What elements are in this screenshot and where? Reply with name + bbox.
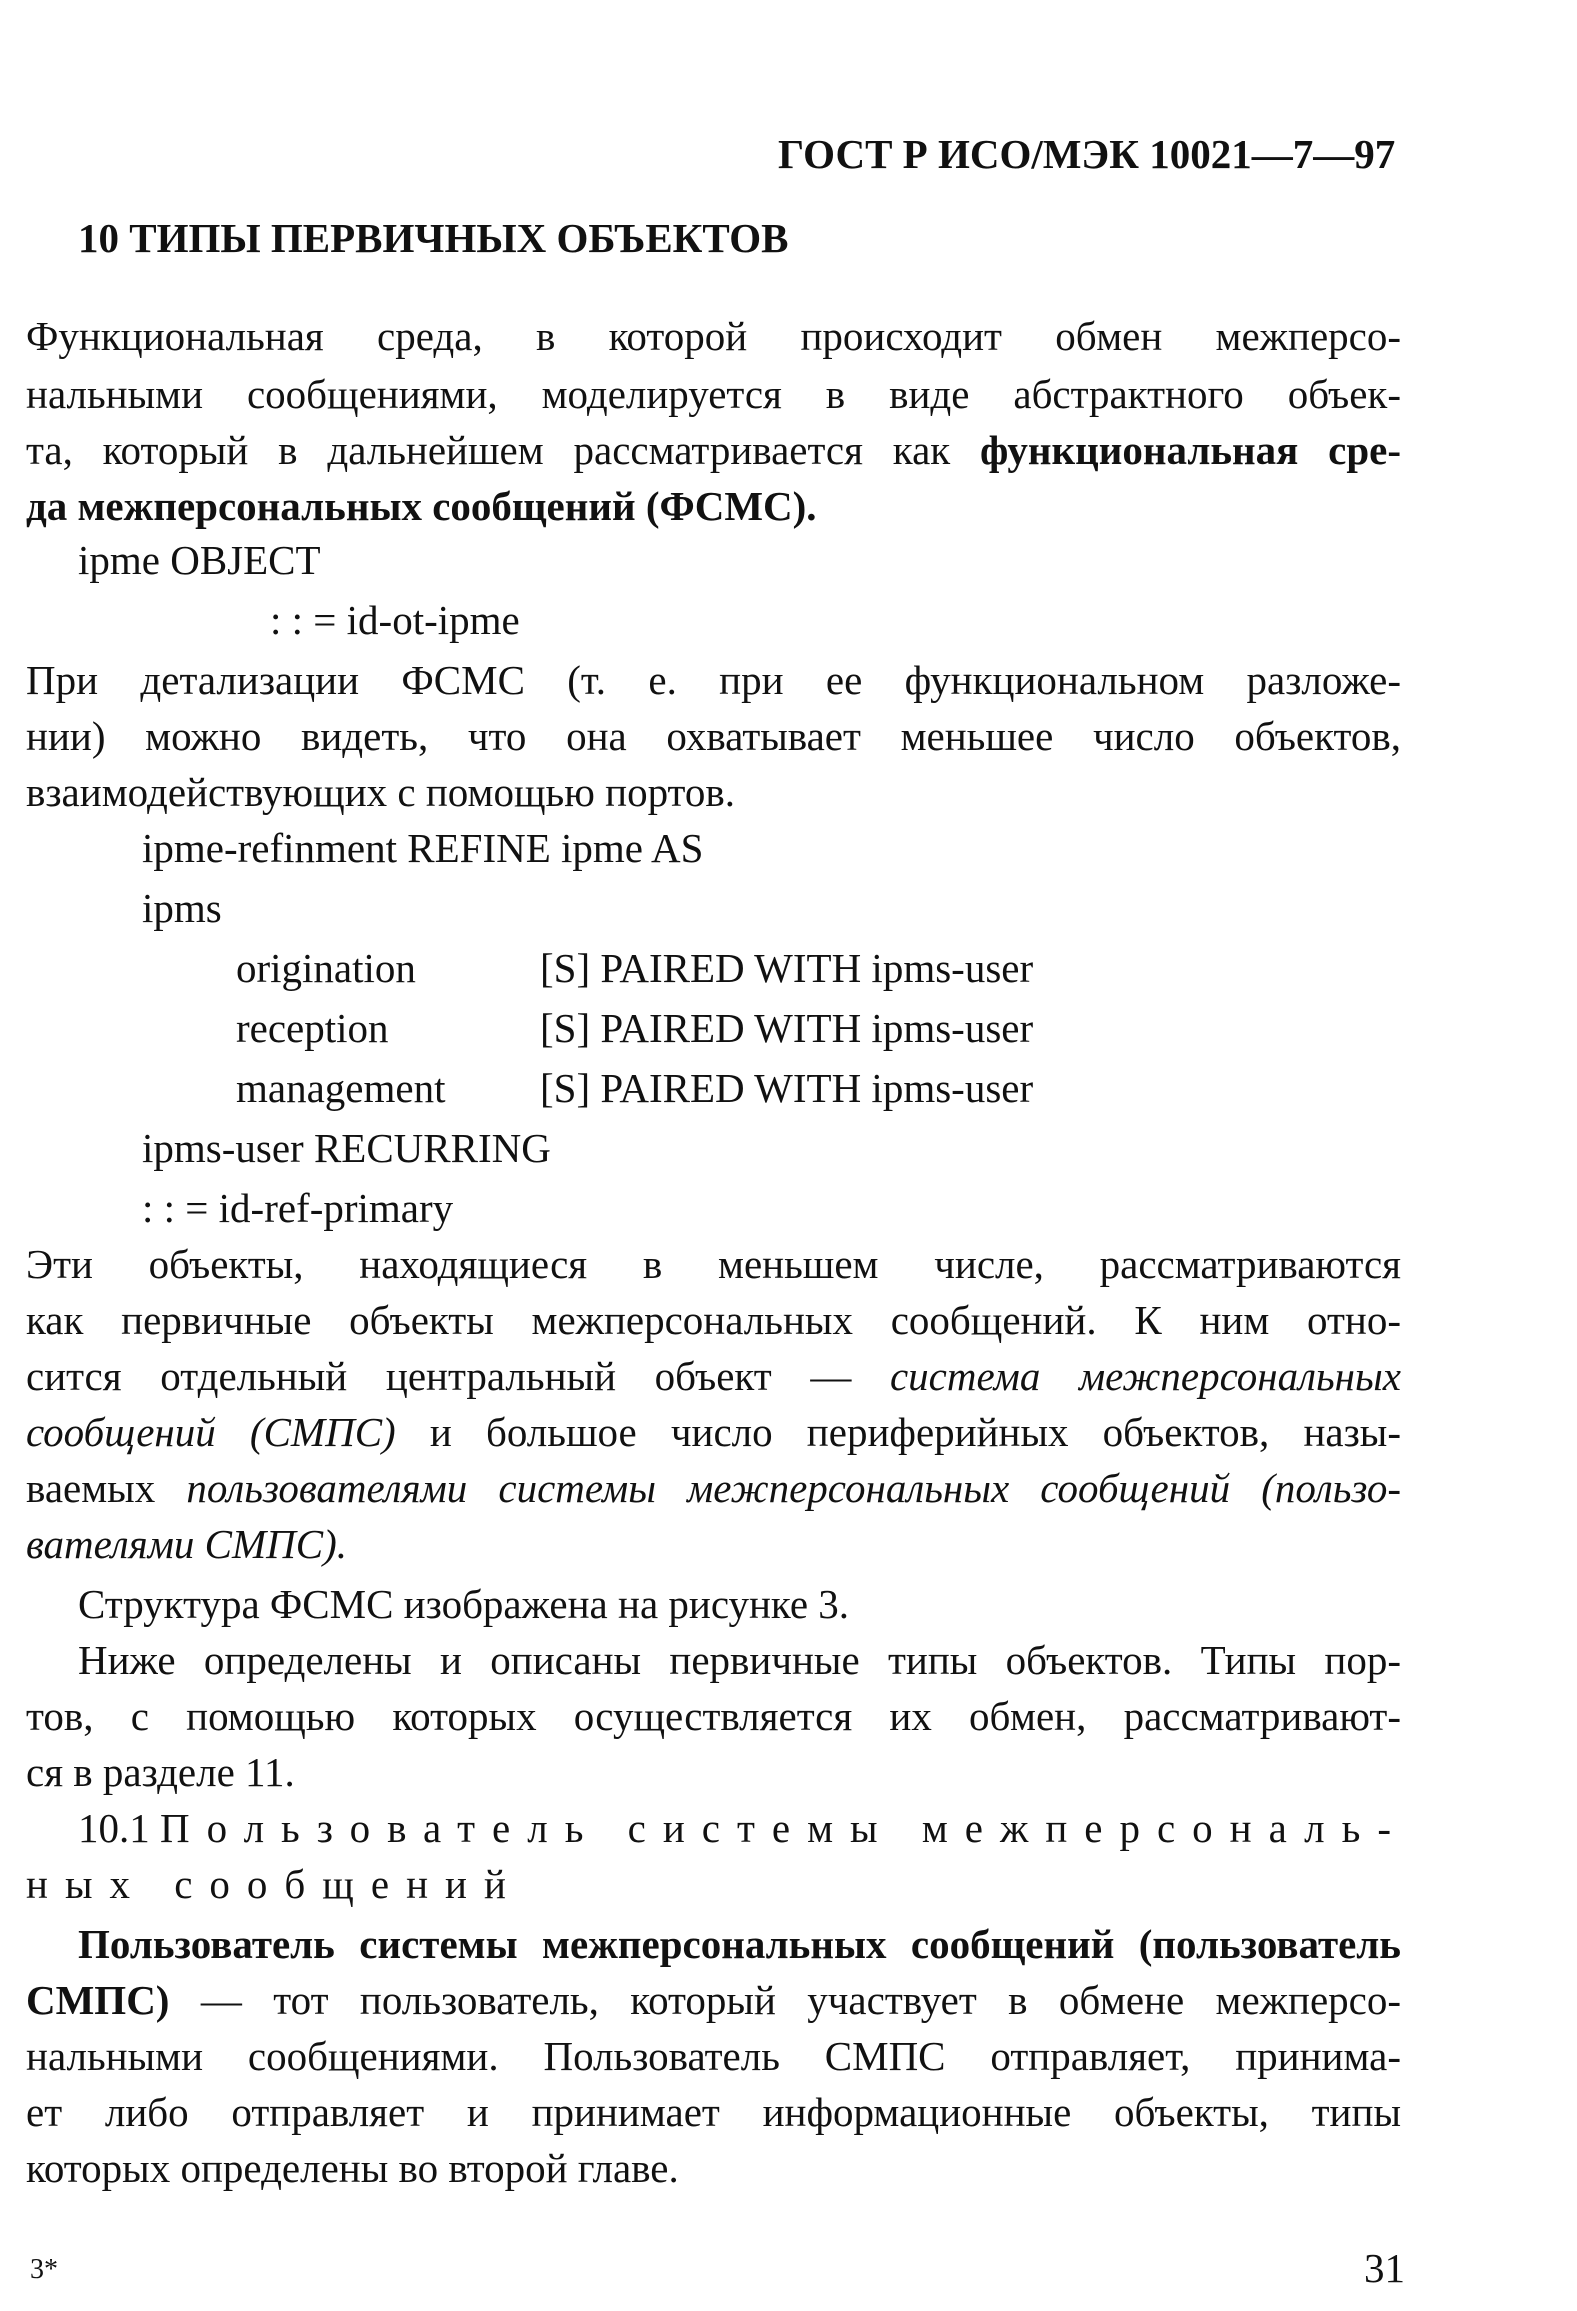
- code-line: ipms-user RECURRING: [142, 1125, 551, 1171]
- paragraph-line: [26, 1977, 1401, 2023]
- code-line: : : = id-ot-ipme: [270, 597, 520, 643]
- paragraph-line: ет либо отправляет и принимает информационные объекты, типы: [26, 2089, 1401, 2135]
- paragraph-line: [26, 1353, 1401, 1399]
- term-italic: сообщений (СМПС): [26, 1409, 396, 1455]
- text-span: та, который в дальнейшем рассматривается как: [26, 427, 981, 473]
- paragraph-line: которых определены во второй главе.: [26, 2145, 679, 2191]
- paragraph-line: нии) можно видеть, что она охватывает меньшее число объектов,: [26, 713, 1401, 759]
- paragraph-line: [26, 1465, 1401, 1511]
- term-italic: система межперсональных: [889, 1353, 1401, 1399]
- sheet-mark: 3*: [30, 2254, 58, 2285]
- section-title: 10 ТИПЫ ПЕРВИЧНЫХ ОБЪЕКТОВ: [78, 215, 789, 261]
- port-name: origination: [236, 945, 416, 991]
- port-name: management: [236, 1065, 446, 1111]
- term-italic: пользователями системы межперсональных сообщений (пользо-: [186, 1465, 1401, 1511]
- text-span: ваемых: [26, 1465, 187, 1511]
- subsection-title-continued: ных сообщений: [26, 1861, 523, 1907]
- term-bold: функциональная сре-: [980, 427, 1401, 473]
- paragraph-line: Эти объекты, находящиеся в меньшем числе, рассматриваются: [26, 1241, 1401, 1287]
- port-spec: [S] PAIRED WITH ipms-user: [540, 945, 1034, 991]
- paragraph-line: При детализации ФСМС (т. е. при ее функциональном разложе-: [26, 657, 1401, 703]
- port-spec: [S] PAIRED WITH ipms-user: [540, 1005, 1034, 1051]
- paragraph-line: ся в разделе 11.: [26, 1749, 295, 1795]
- subsection-number: 10.1: [78, 1805, 160, 1851]
- paragraph-line: нальными сообщениями. Пользователь СМПС отправляет, принима-: [26, 2033, 1401, 2079]
- paragraph-line: Функциональная среда, в которой происходит обмен межперсо-: [26, 313, 1401, 359]
- subsection-title: Пользователь системы межперсональ-: [160, 1805, 1408, 1851]
- text-span: — тот пользователь, который участвует в обмене межперсо-: [169, 1977, 1401, 2023]
- term-italic-line: вателями СМПС).: [26, 1521, 348, 1567]
- paragraph-line: [26, 427, 1401, 473]
- paragraph-line: [26, 1409, 1401, 1455]
- paragraph-line: как первичные объекты межперсональных сообщений. К ним отно-: [26, 1297, 1401, 1343]
- code-line: ipms: [142, 885, 222, 931]
- code-line: : : = id-ref-primary: [142, 1185, 454, 1231]
- page-number: 31: [1364, 2245, 1405, 2291]
- paragraph-line: Структура ФСМС изображена на рисунке 3.: [78, 1581, 850, 1627]
- paragraph-line: Ниже определены и описаны первичные типы объектов. Типы пор-: [78, 1637, 1401, 1683]
- port-spec: [S] PAIRED WITH ipms-user: [540, 1065, 1034, 1111]
- paragraph-line: взаимодействующих с помощью портов.: [26, 769, 736, 815]
- text-span: и большое число периферийных объектов, назы-: [395, 1409, 1401, 1455]
- code-line: ipme OBJECT: [78, 537, 321, 583]
- definition-term: Пользователь системы межперсональных сообщений (пользователь: [78, 1921, 1401, 1967]
- text-span: сится отдельный центральный объект —: [26, 1353, 890, 1399]
- term-bold-line: да межперсональных сообщений (ФСМС).: [26, 483, 817, 529]
- code-line: ipme-refinment REFINE ipme AS: [142, 825, 704, 871]
- paragraph-line: тов, с помощью которых осуществляется их обмен, рассматривают-: [26, 1693, 1401, 1739]
- paragraph-line: нальными сообщениями, моделируется в виде абстрактного объек-: [26, 371, 1401, 417]
- document-code-header: ГОСТ Р ИСО/МЭК 10021—7—97: [778, 131, 1396, 177]
- subsection-heading: [78, 1805, 1408, 1851]
- port-name: reception: [236, 1005, 389, 1051]
- term-bold: СМПС): [26, 1977, 170, 2023]
